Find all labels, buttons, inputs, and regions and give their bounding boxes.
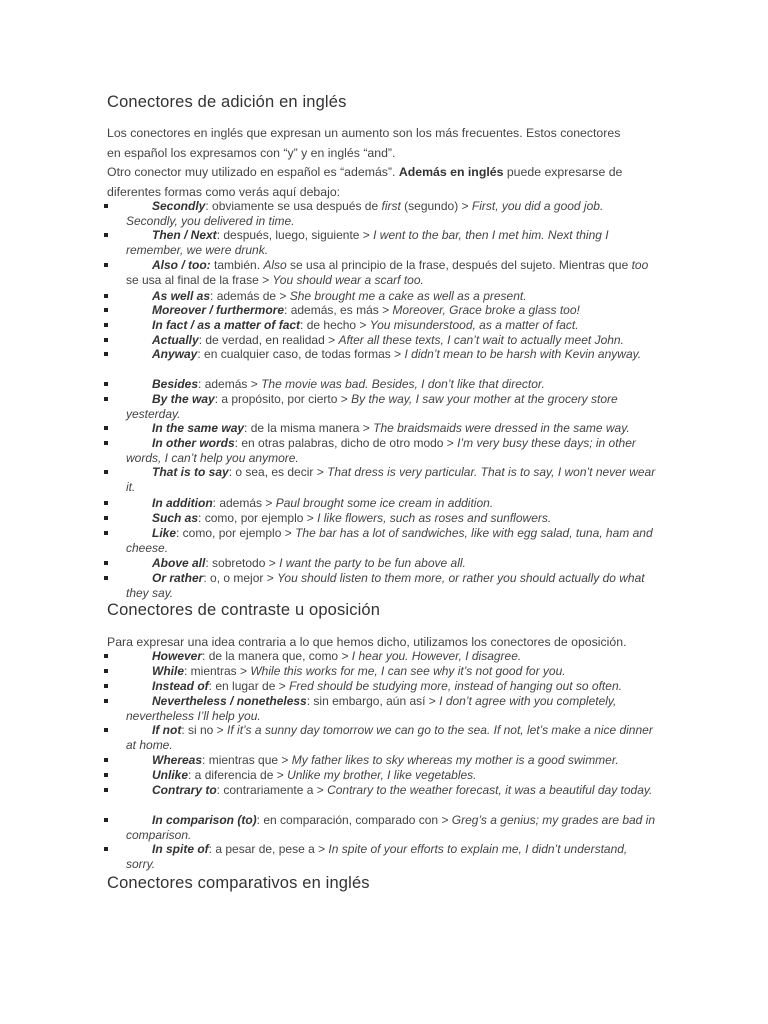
example-sentence: By the way, I saw your mother at the grocery store yesterday. (126, 392, 618, 421)
item-text (126, 753, 656, 768)
bullet-icon (104, 788, 108, 792)
example-sentence: She brought me a cake as well as a present. (289, 289, 527, 303)
contrast-intro: Para expresar una idea contraria a lo que hemos dicho, utilizamos los conectores de oposición. (107, 635, 627, 649)
intro-text: Otro conector muy utilizado en español es “además”. (107, 165, 399, 179)
example-sentence: If it’s a sunny day tomorrow we can go to the sea. If not, let’s make a nice dinner at home. (126, 723, 653, 752)
example-sentence: You should wear a scarf too. (272, 273, 424, 287)
connector-term: Nevertheless / nonetheless (152, 694, 307, 708)
bullet-icon (104, 501, 108, 505)
item-text (126, 318, 656, 333)
bullet-icon (104, 308, 108, 312)
item-text (126, 303, 656, 318)
connector-meaning: : además de > (210, 289, 290, 303)
bullet-icon (104, 728, 108, 732)
bullet-icon (104, 516, 108, 520)
connector-term: Secondly (152, 199, 206, 213)
connector-term: Such as (152, 511, 199, 525)
connector-meaning: : o, o mejor > (203, 571, 278, 585)
connector-term: In addition (152, 496, 213, 510)
connector-term: Moreover / furthermore (152, 303, 285, 317)
example-sentence: I don’t agree with you completely, nevertheless I’ll help you. (126, 694, 617, 723)
connector-meaning: : en otras palabras, dicho de otro modo > (234, 436, 458, 450)
item-text (126, 571, 656, 601)
bullet-icon (104, 470, 108, 474)
connector-meaning: : mientras que > (202, 753, 292, 767)
connector-meaning: : obviamente se usa después de (205, 199, 382, 213)
item-text (126, 556, 656, 571)
connector-term: However (152, 649, 203, 663)
connector-term: While (152, 664, 184, 678)
connector-term: Besides (152, 377, 199, 391)
example-sentence: I like flowers, such as roses and sunflowers. (317, 511, 552, 525)
connector-term: Anyway (152, 347, 198, 361)
item-text (126, 258, 656, 288)
bullet-icon (104, 847, 108, 851)
item-text (126, 511, 656, 526)
bullet-icon (104, 397, 108, 401)
bullet-icon (104, 699, 108, 703)
bullet-icon (104, 654, 108, 658)
bullet-icon (104, 426, 108, 430)
item-text (126, 496, 656, 511)
connector-term: In comparison (to) (152, 813, 257, 827)
example-sentence: While this works for me, I can see why it’s not good for you. (250, 664, 566, 678)
bullet-icon (104, 294, 108, 298)
connector-meaning: : en cualquier caso, de todas formas > (197, 347, 405, 361)
connector-meaning: : de hecho > (300, 318, 370, 332)
item-text (126, 465, 656, 495)
example-sentence: Unlike my brother, I like vegetables. (287, 768, 477, 782)
item-text (126, 694, 656, 724)
bullet-icon (104, 233, 108, 237)
item-text (126, 679, 656, 694)
connector-meaning: : a pesar de, pese a > (208, 842, 329, 856)
bullet-icon (104, 204, 108, 208)
connector-term: Also / too: (152, 258, 211, 272)
bullet-icon (104, 263, 108, 267)
example-sentence: The bar has a lot of sandwiches, like with egg salad, tuna, ham and cheese. (126, 526, 653, 555)
bullet-icon (104, 441, 108, 445)
example-sentence: In spite of your efforts to explain me, I didn’t understand, sorry. (126, 842, 628, 871)
example-sentence: The movie was bad. Besides, I don’t like that director. (261, 377, 545, 391)
connector-meaning: : a diferencia de > (188, 768, 288, 782)
example-sentence: First, you did a good job. Secondly, you delivered in time. (126, 199, 604, 228)
item-text (126, 768, 656, 783)
connector-meaning: : si no > (181, 723, 228, 737)
example-sentence: I want the party to be fun above all. (279, 556, 466, 570)
example-sentence: After all these texts, I can’t wait to actually meet John. (338, 333, 624, 347)
example-sentence: I didn’t mean to be harsh with Kevin anyway. (404, 347, 642, 361)
example-sentence: I’m very busy these days; in other words, I can’t help you anymore. (126, 436, 636, 465)
connector-meaning: : sobretodo > (205, 556, 280, 570)
item-text (126, 842, 656, 872)
item-text (126, 813, 656, 843)
example-sentence: Moreover, Grace broke a glass too! (392, 303, 580, 317)
connector-meaning: : mientras > (184, 664, 251, 678)
item-text (126, 333, 656, 348)
connector-meaning-italic: Also (263, 258, 287, 272)
connector-meaning: : de la manera que, como > (202, 649, 352, 663)
bullet-icon (104, 382, 108, 386)
item-text (126, 377, 656, 392)
bullet-icon (104, 669, 108, 673)
connector-meaning-italic: first (381, 199, 401, 213)
example-sentence: The braidsmaids were dressed in the same way. (373, 421, 630, 435)
connector-meaning: también. (210, 258, 264, 272)
connector-meaning: : de verdad, en realidad > (198, 333, 339, 347)
bullet-icon (104, 576, 108, 580)
example-sentence: I hear you. However, I disagree. (351, 649, 522, 663)
connector-meaning: : después, luego, siguiente > (216, 228, 374, 242)
item-text (126, 228, 656, 258)
item-text (126, 723, 656, 753)
connector-term: If not (152, 723, 182, 737)
bullet-icon (104, 773, 108, 777)
connector-meaning: (segundo) > (400, 199, 472, 213)
connector-meaning: : en comparación, comparado con > (256, 813, 452, 827)
example-sentence: Paul brought some ice cream in addition. (275, 496, 494, 510)
connector-meaning: : o sea, es decir > (228, 465, 328, 479)
item-text (126, 649, 656, 664)
connector-meaning: : como, por ejemplo > (198, 511, 318, 525)
item-text (126, 199, 656, 229)
connector-term: Actually (152, 333, 199, 347)
connector-meaning: : además > (212, 496, 276, 510)
example-sentence: My father likes to sky whereas my mother is a good swimmer. (291, 753, 619, 767)
item-text (126, 526, 656, 556)
connector-term: Above all (152, 556, 206, 570)
connector-term: In other words (152, 436, 235, 450)
item-text (126, 289, 656, 304)
example-sentence: You misunderstood, as a matter of fact. (369, 318, 579, 332)
item-text (126, 783, 656, 798)
item-text (126, 421, 656, 436)
example-sentence: Contrary to the weather forecast, it was a beautiful day today. (327, 783, 653, 797)
item-text (126, 436, 656, 466)
connector-term: Like (152, 526, 177, 540)
item-text (126, 392, 656, 422)
connector-meaning: : a propósito, por cierto > (214, 392, 352, 406)
connector-meaning: : en lugar de > (208, 679, 290, 693)
intro-paragraph-1: Los conectores en inglés que expresan un aumento son los más frecuentes. Estos conectores en español los expresamos con “y” y en inglés “and”. (107, 126, 621, 160)
connector-term: Instead of (152, 679, 209, 693)
connector-term: Contrary to (152, 783, 217, 797)
bullet-icon (104, 818, 108, 822)
connector-meaning: se usa al final de la frase > (126, 273, 273, 287)
intro-paragraph-2 (107, 163, 637, 202)
example-sentence: That dress is very particular. That is to say, I won’t never wear it. (126, 465, 656, 494)
heading-addition: Conectores de adición en inglés (107, 93, 347, 111)
connector-term: Then / Next (152, 228, 217, 242)
bullet-icon (104, 338, 108, 342)
example-sentence: You should listen to them more, or rather you should actually do what they say. (126, 571, 645, 600)
connector-meaning-italic: too (631, 258, 649, 272)
connector-meaning: : contrariamente a > (216, 783, 328, 797)
connector-meaning: : sin embargo, aún así > (306, 694, 440, 708)
connector-meaning: se usa al principio de la frase, después del sujeto. Mientras que (286, 258, 632, 272)
example-sentence: Greg’s a genius; my grades are bad in comparison. (126, 813, 656, 842)
item-text (126, 664, 656, 679)
heading-contrast: Conectores de contraste u oposición (107, 601, 381, 619)
bullet-icon (104, 352, 108, 356)
item-text (126, 347, 656, 362)
connector-meaning: : además > (198, 377, 262, 391)
bullet-icon (104, 561, 108, 565)
connector-term: By the way (152, 392, 215, 406)
intro-text-end: puede expresarse de diferentes formas como verás aquí debajo: (107, 165, 623, 199)
bullet-icon (104, 531, 108, 535)
connector-meaning: : además, es más > (284, 303, 393, 317)
connector-term: Unlike (152, 768, 189, 782)
example-sentence: I went to the bar, then I met him. Next thing I remember, we were drunk. (126, 228, 609, 257)
connector-term: As well as (152, 289, 211, 303)
connector-term: Whereas (152, 753, 203, 767)
example-sentence: Fred should be studying more, instead of hanging out so often. (289, 679, 622, 693)
bullet-icon (104, 323, 108, 327)
connector-term: In fact / as a matter of fact (152, 318, 301, 332)
intro-bold-phrase: Además en inglés (398, 165, 504, 179)
connector-term: In spite of (152, 842, 209, 856)
connector-meaning: : como, por ejemplo > (176, 526, 296, 540)
connector-meaning: : de la misma manera > (244, 421, 374, 435)
connector-term: Or rather (152, 571, 204, 585)
heading-comparative: Conectores comparativos en inglés (107, 874, 370, 892)
connector-term: That is to say (152, 465, 229, 479)
connector-term: In the same way (152, 421, 245, 435)
bullet-icon (104, 758, 108, 762)
bullet-icon (104, 684, 108, 688)
